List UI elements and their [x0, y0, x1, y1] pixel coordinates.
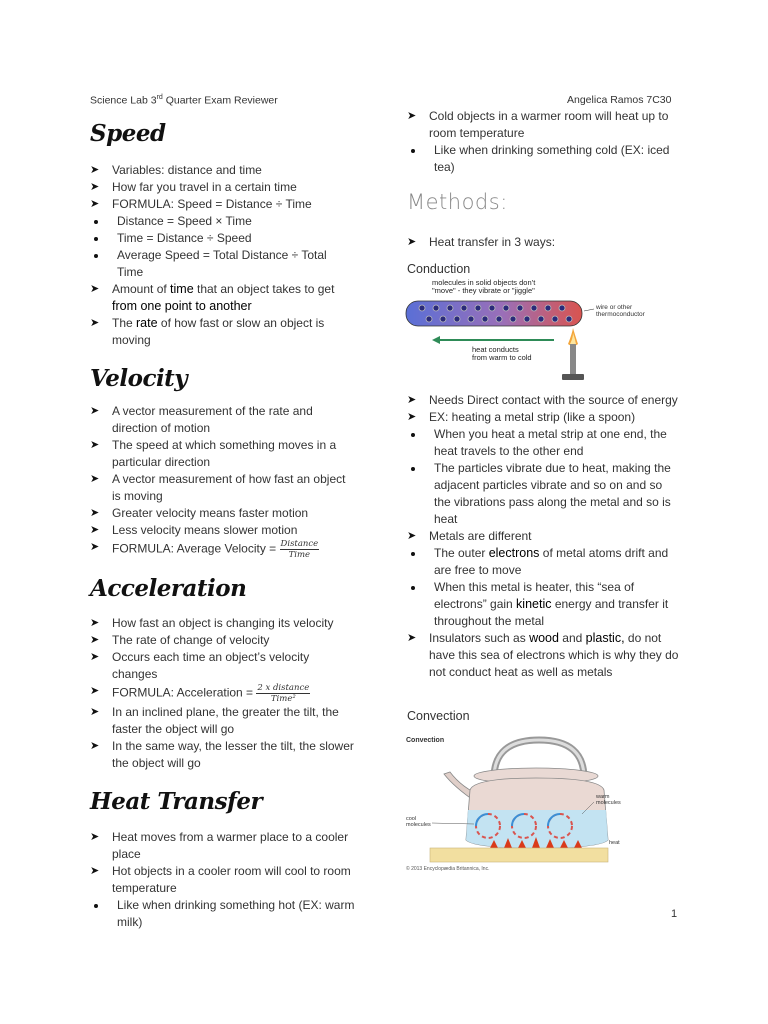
convection-diagram [404, 732, 650, 874]
list-item: Like when drinking something cold (EX: iced tea) [407, 142, 682, 176]
list-item: ➤ Needs Direct contact with the source of energy [407, 392, 682, 409]
label-heat-line2: from warm to cold [472, 353, 532, 362]
bunsen-burner [562, 328, 584, 380]
stove-top [430, 848, 608, 862]
conduction-caption-line1: molecules in solid objects don’t [432, 278, 536, 287]
velocity-list [90, 403, 350, 560]
list-item: ➤ Occurs each time an object’s velocity changes [90, 649, 355, 683]
list-item: ➤ Heat moves from a warmer place to a cooler place [90, 829, 358, 863]
header-left: Science Lab 3rd Quarter Exam Reviewer [90, 94, 278, 107]
list-item: ➤ The rate of change of velocity [90, 632, 355, 649]
heat-transfer-list-cont [407, 108, 682, 176]
label-wire-line1: wire or other [596, 304, 633, 311]
list-item: ➤ FORMULA: Speed = Distance ÷ Time [90, 196, 350, 213]
list-item: Average Speed = Total Distance ÷ Total Time [90, 247, 350, 281]
convection-copyright: © 2013 Encyclopædia Britannica, Inc. [406, 866, 490, 872]
list-item: Like when drinking something hot (EX: warm milk) [90, 897, 358, 931]
label-warm-molecules-line2: molecules [596, 800, 621, 806]
conduction-diagram [404, 278, 654, 390]
speed-title: Speed [90, 120, 166, 147]
list-item: The particles vibrate due to heat, making the adjacent particles vibrate and so on and so the vibrations pass along the metal and so is heat [407, 460, 682, 528]
list-item: When this metal is heater, this “sea of electrons” gain kinetic energy and transfer it throughout the metal [407, 579, 682, 630]
conduction-list [407, 392, 682, 681]
list-item: ➤ Hot objects in a cooler room will cool to room temperature [90, 863, 358, 897]
convection-title: Convection [407, 709, 470, 723]
conduction-title: Conduction [407, 262, 471, 276]
page-number: 1 [671, 908, 678, 920]
label-heat-line1: heat conducts [472, 345, 519, 354]
list-item: ➤ Insulators such as wood and plastic, do not have this sea of electrons which is why they do not conduct heat as well as metals [407, 630, 682, 681]
list-item: ➤ A vector measurement of the rate and direction of motion [90, 403, 350, 437]
list-item: ➤ EX: heating a metal strip (like a spoon) [407, 409, 682, 426]
list-item: ➤ The rate of how fast or slow an object is moving [90, 315, 350, 349]
list-item: Time = Distance ÷ Speed [90, 230, 350, 247]
list-item: ➤ Less velocity means slower motion [90, 522, 350, 539]
list-item: ➤ How far you travel in a certain time [90, 179, 350, 196]
list-item: ➤ Variables: distance and time [90, 162, 350, 179]
methods-title: Methods: [407, 190, 508, 214]
acceleration-title: Acceleration [90, 575, 247, 602]
list-item: ➤ Cold objects in a warmer room will heat up to room temperature [407, 108, 682, 142]
methods-intro-list [407, 234, 682, 251]
speed-list [90, 162, 350, 349]
list-item: ➤ Amount of time that an object takes to get from one point to another [90, 281, 350, 315]
header-author: Angelica Ramos 7C30 [567, 94, 672, 106]
list-item: Distance = Speed × Time [90, 213, 350, 230]
heat-transfer-title: Heat Transfer [90, 788, 263, 815]
acceleration-list [90, 615, 355, 772]
label-cool-molecules-line1: cool [406, 816, 417, 822]
acceleration-fraction: $\frac{\text{2 x distance}}{\text{Time²}}$ [257, 683, 310, 704]
list-item: The outer electrons of metal atoms drift and are free to move [407, 545, 682, 579]
list-item: ➤ Heat transfer in 3 ways: [407, 234, 682, 251]
list-item: ➤ The speed at which something moves in a particular direction [90, 437, 350, 471]
velocity-title: Velocity [90, 365, 188, 392]
list-item: ➤ Metals are different [407, 528, 682, 545]
conduction-caption-line2: "move" - they vibrate or "jiggle" [432, 286, 535, 295]
convection-diagram-label: Convection [406, 737, 445, 744]
list-item: When you heat a metal strip at one end, the heat travels to the other end [407, 426, 682, 460]
label-warm-molecules-line1: warm [596, 794, 610, 800]
label-wire-line2: thermoconductor [596, 311, 645, 318]
label-heat: heat [609, 840, 620, 846]
list-item: ➤ In an inclined plane, the greater the tilt, the faster the object will go [90, 704, 355, 738]
list-item: ➤ In the same way, the lesser the tilt, the slower the object will go [90, 738, 355, 772]
list-item: ➤ Greater velocity means faster motion [90, 505, 350, 522]
list-item: ➤ A vector measurement of how fast an object is moving [90, 471, 350, 505]
heat-transfer-list [90, 829, 358, 931]
list-item: ➤ FORMULA: Acceleration = $\frac{\text{2 x distance}}{\text{Time²}}$ [90, 683, 355, 704]
list-item: ➤ FORMULA: Average Velocity = $\frac{\text{Distance}}{\text{Time}}$ [90, 539, 350, 560]
velocity-fraction: $\frac{\text{Distance}}{\text{Time}}$ [280, 539, 319, 560]
label-cool-molecules-line2: molecules [406, 822, 431, 828]
list-item: ➤ How fast an object is changing its velocity [90, 615, 355, 632]
